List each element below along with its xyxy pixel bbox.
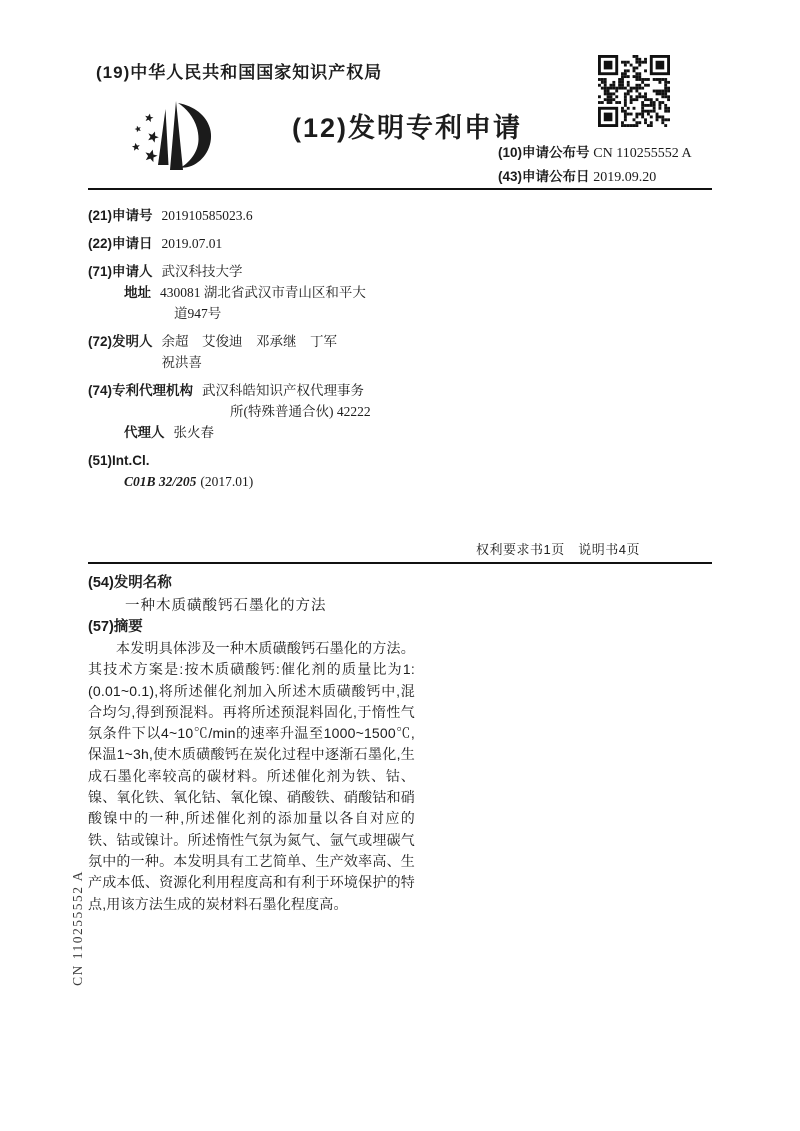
abstract-label: (57)摘要 xyxy=(88,619,143,635)
field-agent xyxy=(88,422,433,443)
field-application-date xyxy=(88,233,433,254)
divider-middle xyxy=(88,562,712,564)
field-inventors xyxy=(88,331,433,373)
field-application-number xyxy=(88,205,433,226)
inventors-value: 余超 艾俊迪 邓承继 丁军 祝洪喜 xyxy=(161,334,338,370)
invention-title-label: (54)发明名称 xyxy=(88,575,172,591)
address-value: 430081 湖北省武汉市青山区和平大 道947号 xyxy=(160,285,366,321)
group-applicant xyxy=(88,261,433,324)
agent-value: 张火春 xyxy=(173,425,214,440)
application-date-label: (22)申请日 xyxy=(88,236,153,251)
applicant-value: 武汉科技大学 xyxy=(161,264,243,279)
abstract-text: 本发明具体涉及一种木质磺酸钙石墨化的方法。其技术方案是:按木质磺酸钙:催化剂的质量比为1:(0.01~0.1),将所述催化剂加入所述木质磺酸钙中,混合均匀,得到预混料。再将所述预混料固化,于惰性气氛条件下以4~10℃/min的速率升温至1000~1500℃,保温1~3h,使木质磺酸钙在炭化过程中逐渐石墨化,生成石墨化率较高的碳材料。所述催化剂为铁、钴、镍、氧化铁、氧化钴、氧化镍、硝酸铁、硝酸钴和硝酸镍中的一种,所述催化剂的添加量以各自对应的铁、钴或镍计。所述惰性气氛为氮气、氩气或埋碳气氛中的一种。本发明具有工艺简单、生产效率高、生产成本低、资源化利用程度高和有利于环境保护的特点,用该方法生成的炭材料石墨化程度高。 xyxy=(88,640,415,912)
side-publication-code: CN 110255552 A xyxy=(70,870,85,986)
application-number-label: (21)申请号 xyxy=(88,208,153,223)
document-type-title: (12)发明专利申请 xyxy=(292,113,523,143)
publication-date-label: (43)申请公布日 xyxy=(498,169,590,184)
application-number-value: 201910585023.6 xyxy=(161,208,253,223)
field-applicant xyxy=(88,261,433,282)
field-address xyxy=(88,282,433,324)
office-name: (19)中华人民共和国国家知识产权局 xyxy=(96,63,383,82)
applicant-label: (71)申请人 xyxy=(88,264,153,279)
publication-number-row xyxy=(498,141,692,165)
divider-top xyxy=(88,188,712,190)
publication-number-label: (10)申请公布号 xyxy=(498,145,590,160)
agency-value: 武汉科皓知识产权代理事务 所(特殊普通合伙) 42222 xyxy=(202,383,371,419)
group-agency xyxy=(88,380,433,443)
intcl-version: (2017.01) xyxy=(200,474,254,489)
application-date-value: 2019.07.01 xyxy=(161,236,223,251)
field-intcl-value xyxy=(88,471,433,492)
pages-count-info: 权利要求书1页 说明书4页 xyxy=(476,542,640,557)
inventors-label: (72)发明人 xyxy=(88,334,153,349)
publication-date-row xyxy=(498,165,692,189)
invention-title: 一种木质磺酸钙石墨化的方法 xyxy=(125,598,327,614)
publication-number-value: CN 110255552 A xyxy=(593,146,692,161)
field-intcl xyxy=(88,450,433,471)
address-label: 地址 xyxy=(124,285,151,300)
intcl-code: C01B 32/205 xyxy=(124,474,197,489)
agent-label: 代理人 xyxy=(124,425,165,440)
agency-label: (74)专利代理机构 xyxy=(88,383,194,398)
field-agency xyxy=(88,380,433,422)
group-intcl xyxy=(88,450,433,492)
publication-date-value: 2019.09.20 xyxy=(593,170,657,185)
bibliographic-section xyxy=(88,199,433,499)
intcl-label: (51)Int.Cl. xyxy=(88,453,150,468)
cnipa-logo-icon xyxy=(122,94,222,182)
qr-code-icon xyxy=(598,55,670,127)
publication-info xyxy=(498,141,692,189)
